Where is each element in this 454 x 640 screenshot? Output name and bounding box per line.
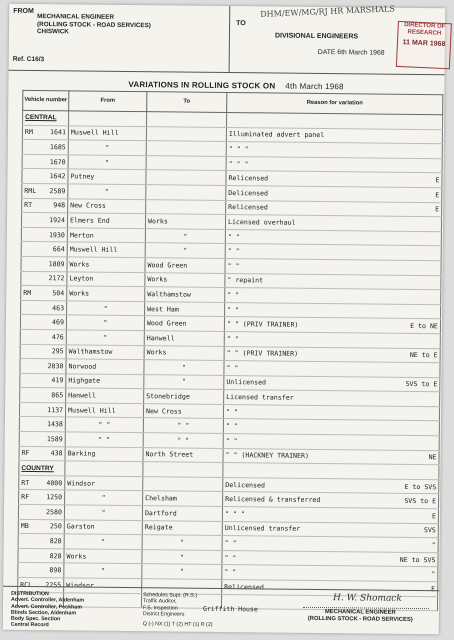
from-depot: New Cross [70, 201, 106, 211]
vehicle-cell [22, 125, 68, 140]
to-depot: West Ham [147, 304, 179, 314]
vehicle-number: 1641 [50, 128, 66, 137]
from-depot: Norwood [68, 362, 97, 371]
signature: H. W. Shomack [333, 593, 402, 604]
reason-text: " " [227, 261, 240, 270]
to-cell [144, 374, 224, 389]
vehicle-cell [21, 256, 67, 271]
reason-text: Relicensed [228, 174, 269, 183]
to-cell [144, 331, 224, 346]
to-depot: " [180, 538, 185, 547]
from-cell [65, 432, 143, 447]
vehicle-cell [19, 402, 65, 417]
licence-code: NE to SVS [399, 555, 436, 564]
to-cell [142, 506, 222, 521]
vehicle-number: 1924 [49, 216, 66, 225]
from-cell [67, 271, 145, 286]
reason-text: Unlicensed transfer [224, 524, 301, 534]
vehicle-number: 1685 [49, 143, 66, 152]
from-depot: Leyton [69, 274, 94, 283]
distribution-list: DISTRIBUTION Advert. Controller, Aldenham Advert. Controller, Peckham Blinds Section, Aldenham Body Spec. Section Central Record [10, 590, 85, 629]
vehicle-prefix: RF [21, 493, 30, 502]
from-cell [67, 301, 145, 316]
page-title: VARIATIONS IN ROLLING STOCK ON 4th March 1968 [128, 79, 344, 92]
from-depot: " [103, 318, 108, 327]
from-depot: " [101, 493, 106, 503]
griffith-house: Griffith House [202, 604, 258, 614]
vehicle-prefix: RT [21, 478, 30, 487]
vehicle-cell [20, 315, 66, 330]
to-cell [142, 520, 222, 535]
vehicle-number: 504 [52, 289, 65, 298]
from-depot: " [103, 333, 108, 342]
from-cell [67, 257, 145, 272]
licence-code: E to NE [410, 322, 438, 331]
vehicle-cell [20, 388, 66, 403]
vehicle-number: 664 [52, 245, 65, 254]
vehicle-cell [19, 417, 65, 432]
from-depot: Windsor [66, 581, 95, 590]
from-cell [65, 446, 143, 461]
from-cell [68, 125, 146, 140]
to-depot: " [179, 567, 184, 576]
vehicle-number: 1589 [46, 435, 63, 444]
to-cell [145, 272, 225, 287]
to-depot: Wood Green [146, 319, 187, 328]
from-cell [66, 315, 144, 330]
licence-code: SVS [423, 526, 436, 535]
to-cell [146, 141, 226, 156]
handwritten-recipients: DHM/EW/MG/RJ HR MARSHALS [260, 4, 396, 19]
vehicle-cell [21, 285, 67, 300]
reason-text: " " [226, 363, 239, 373]
vehicle-cell [20, 329, 66, 344]
reason-text: " " " [228, 145, 249, 154]
to-cell [144, 345, 224, 360]
reason-text: Relicensed & transferred [225, 495, 321, 505]
to-depot: Wood Green [147, 260, 188, 270]
vehicle-number: 828 [49, 537, 62, 546]
vehicle-prefix: RML [24, 186, 37, 195]
vehicle-cell [18, 534, 64, 549]
to-cell [142, 549, 222, 564]
vehicle-cell [20, 344, 66, 359]
from-cell [64, 549, 142, 564]
vehicle-cell [18, 548, 64, 563]
vehicle-cell [19, 431, 65, 446]
from-label: FROM [13, 7, 34, 15]
vehicle-cell [20, 358, 66, 373]
vehicle-cell [18, 519, 64, 534]
reason-text: Licensed transfer [226, 393, 294, 402]
to-depot: Works [147, 275, 168, 284]
licence-code: SVS to E [405, 380, 438, 389]
vehicle-number: 2255 [45, 580, 62, 590]
to-depot: " [183, 246, 188, 255]
received-stamp: DIRECTOR OF RESEARCH 11 MAR 1968 [396, 21, 452, 69]
variations-table [17, 90, 443, 612]
vehicle-cell [19, 446, 65, 461]
to-cell [145, 214, 225, 229]
memo-footer [3, 586, 439, 636]
vehicle-number: 1809 [48, 259, 65, 269]
reason-text: " " (PRIV TRAINER) [226, 349, 299, 359]
col-reason: Reason for variation [227, 93, 443, 115]
from-depot: " [100, 566, 105, 575]
from-depot: " [105, 158, 110, 167]
to-cell [145, 243, 225, 258]
vehicle-cell [22, 140, 68, 155]
from-cell [68, 184, 146, 199]
from-cell [66, 359, 144, 374]
vehicle-cell [22, 183, 68, 198]
from-box [9, 4, 231, 72]
reason-text: Delicensed [228, 188, 269, 198]
vehicle-prefix: RM [23, 288, 32, 297]
to-depot: New Cross [145, 406, 182, 416]
from-depot: " [101, 508, 106, 517]
to-cell [144, 360, 224, 375]
to-cell [145, 301, 225, 316]
to-box [230, 6, 446, 74]
from-depot: " " [98, 420, 111, 430]
from-depot: Merton [69, 230, 94, 240]
to-depot: North Street [145, 450, 194, 460]
reason-text: Relicensed [224, 582, 264, 592]
from-cell [66, 330, 144, 345]
to-cell [142, 564, 222, 579]
reason-text: Licensed overhaul [227, 217, 296, 227]
vehicle-cell [21, 227, 67, 242]
from-depot: Windsor [67, 479, 96, 488]
licence-code: " [431, 570, 436, 579]
from-cell [64, 519, 142, 534]
to-depot: " " [177, 421, 190, 430]
licence-code: E to SVS [404, 482, 437, 491]
reference-number: Ref. C16/3 [12, 55, 45, 64]
licence-code: " [431, 541, 436, 550]
distribution-list-2: Schedules Supt. (R.S.) Traffic Auditor, F.S. Inspection District Engineers [142, 592, 198, 618]
to-cell [145, 258, 225, 273]
to-cell [145, 228, 225, 243]
vehicle-number: 463 [52, 303, 65, 312]
distribution-codes: Q (-) NX (1) T (2) HT (1) R (2) [142, 621, 213, 628]
to-cell [147, 112, 227, 127]
vehicle-number: 1642 [49, 172, 66, 181]
vehicle-number: 828 [49, 551, 62, 560]
from-cell [64, 505, 142, 520]
vehicle-number: 476 [51, 332, 64, 342]
from-cell [65, 476, 143, 491]
vehicle-number: 2589 [49, 186, 66, 196]
to-cell [146, 155, 226, 170]
vehicle-number: 2580 [46, 507, 63, 517]
vehicle-number: 4000 [46, 478, 63, 487]
reason-text: " " [225, 422, 238, 431]
vehicle-cell [20, 373, 66, 388]
vehicle-prefix: RCL [20, 580, 33, 589]
vehicle-cell [21, 300, 67, 315]
from-depot: Muswell Hill [70, 128, 119, 138]
licence-code: NE to E [409, 351, 438, 360]
reason-text: " " " [228, 159, 249, 168]
reason-text: " " [227, 232, 240, 241]
col-vehicle-number: Vehicle number [23, 90, 69, 110]
to-depot: " [183, 232, 188, 241]
from-cell [66, 344, 144, 359]
from-depot: " [105, 143, 110, 152]
from-depot: Garston [66, 522, 95, 532]
licence-code: E [435, 176, 440, 185]
to-cell [143, 418, 223, 433]
from-depot: Works [69, 289, 90, 298]
from-depot: Works [69, 260, 90, 269]
from-cell [67, 228, 145, 243]
section-label: COUNTRY [19, 461, 65, 476]
to-depot: " [181, 378, 186, 387]
vehicle-number: 898 [49, 566, 62, 575]
vehicle-cell [22, 198, 68, 213]
reason-text: " " [224, 568, 237, 577]
from-depot: Hanwell [68, 391, 97, 400]
vehicle-cell [19, 475, 65, 490]
reason-text: " " [224, 539, 237, 548]
section-label: CENTRAL [23, 110, 69, 125]
signatory: MECHANICAL ENGINEER (ROLLING STOCK - ROAD SERVICES) [307, 609, 413, 623]
from-depot: Highgate [68, 376, 101, 386]
from-cell [69, 111, 147, 126]
to-cell [145, 287, 225, 302]
variations-sheet [3, 4, 446, 635]
reason-text: " " [226, 334, 239, 343]
vehicle-number: 419 [51, 376, 64, 385]
vehicle-number: 1438 [46, 420, 63, 429]
vehicle-cell [18, 563, 64, 578]
to-cell [143, 491, 223, 506]
from-depot: Muswell Hill [69, 245, 118, 255]
vehicle-cell [21, 213, 67, 228]
from-cell [64, 534, 142, 549]
to-cell [146, 126, 226, 141]
to-depot: Chelsham [145, 494, 177, 503]
from-depot: Muswell Hill [67, 406, 116, 415]
to-depot: Dartford [144, 509, 177, 518]
reason-text: Illuminated advert panel [228, 130, 325, 140]
vehicle-cell [22, 154, 68, 169]
vehicle-cell [18, 504, 64, 519]
vehicle-number: 2030 [47, 362, 64, 371]
vehicle-number: 865 [51, 391, 64, 400]
to-depot: Walthamstow [147, 290, 191, 299]
from-cell [65, 403, 143, 418]
vehicle-number: 1250 [46, 493, 63, 502]
vehicle-number: 438 [50, 449, 63, 458]
reason-text: Delicensed [225, 480, 266, 490]
reason-text: " " (HACKNEY TRAINER) [225, 451, 309, 461]
vehicle-cell [22, 169, 68, 184]
vehicle-cell [19, 490, 65, 505]
to-label: TO [236, 20, 246, 28]
reason-text: " " " [224, 509, 245, 519]
from-cell [65, 490, 143, 505]
to-depot: Reigate [144, 523, 173, 532]
reason-text: " " (PRIV TRAINER) [226, 320, 299, 329]
from-cell [68, 169, 146, 184]
reason-text: " " [227, 305, 240, 314]
col-to: To [147, 92, 227, 113]
from-address: MECHANICAL ENGINEER (ROLLING STOCK - ROAD SERVICES) CHISWICK [36, 13, 151, 36]
licence-code: E [431, 584, 436, 594]
to-cell [146, 170, 226, 185]
to-recipient: DIVISIONAL ENGINEERS [274, 32, 359, 41]
vehicle-prefix: RM [24, 128, 33, 137]
vehicle-number: 469 [51, 318, 64, 327]
from-depot: " [101, 537, 106, 546]
reason-text: " " [225, 407, 238, 416]
from-depot: Elmers End [69, 216, 110, 225]
to-cell [143, 404, 223, 419]
reason-text: " repaint [227, 276, 264, 285]
licence-code: E [435, 190, 440, 200]
from-cell [65, 417, 143, 432]
reason-text: Unlicensed [226, 378, 267, 387]
title-date: 4th March 1968 [285, 81, 344, 92]
to-depot: " " [177, 436, 190, 445]
col-from: From [69, 91, 147, 112]
from-cell [67, 286, 145, 301]
from-depot: Works [66, 551, 87, 561]
to-depot: Stonebridge [146, 392, 190, 401]
vehicle-number: 250 [49, 522, 62, 531]
vehicle-prefix: RF [21, 449, 30, 458]
vehicle-prefix: RT [24, 201, 33, 210]
from-cell [67, 213, 145, 228]
to-cell [143, 477, 223, 492]
to-depot: " [179, 553, 185, 562]
vehicle-prefix: MB [20, 522, 29, 531]
vehicle-number: 295 [51, 347, 64, 356]
from-cell [65, 461, 143, 476]
reason-text: " " [224, 553, 237, 562]
reason-text: Relicensed [228, 203, 268, 212]
from-cell [68, 140, 146, 155]
licence-code: E [435, 205, 440, 214]
reason-text: " " [225, 436, 238, 446]
from-depot: " " [98, 435, 111, 444]
table-body [17, 110, 442, 611]
from-depot: Barking [67, 449, 96, 459]
to-cell [144, 316, 224, 331]
licence-code: SVS to E [404, 497, 437, 506]
from-depot: Walthamstow [68, 347, 113, 357]
to-cell [146, 199, 226, 214]
memo-header [9, 4, 446, 76]
to-depot: Works [146, 348, 167, 357]
to-depot: Works [147, 217, 168, 226]
reason-text: " " [227, 290, 240, 300]
to-cell [146, 185, 226, 200]
vehicle-number: 1137 [47, 405, 64, 414]
from-cell [68, 198, 146, 213]
to-cell [143, 447, 223, 462]
vehicle-number: 1930 [48, 230, 65, 239]
vehicle-number: 1670 [49, 157, 66, 166]
vehicle-number: 2172 [48, 274, 65, 283]
from-cell [66, 388, 144, 403]
to-cell [143, 433, 223, 448]
from-depot: Putney [70, 172, 95, 181]
from-cell [67, 242, 145, 257]
to-depot: " [181, 363, 187, 372]
vehicle-cell [21, 271, 67, 286]
licence-code: E [431, 512, 436, 521]
vehicle-number: 948 [53, 201, 66, 210]
from-depot: " [103, 304, 108, 313]
from-cell [64, 563, 142, 578]
to-depot: Hanwell [146, 333, 175, 343]
from-cell [66, 374, 144, 389]
stamp-date: 11 MAR 1968 [402, 39, 446, 49]
to-cell [143, 462, 223, 477]
memo-date: DATE 6th March 1968 [317, 48, 385, 57]
from-cell [68, 155, 146, 170]
licence-code: NE [428, 453, 437, 462]
to-cell [142, 535, 222, 550]
from-depot: " [104, 187, 109, 196]
to-cell [144, 389, 224, 404]
vehicle-cell [21, 242, 67, 257]
reason-text: " " [227, 247, 240, 256]
